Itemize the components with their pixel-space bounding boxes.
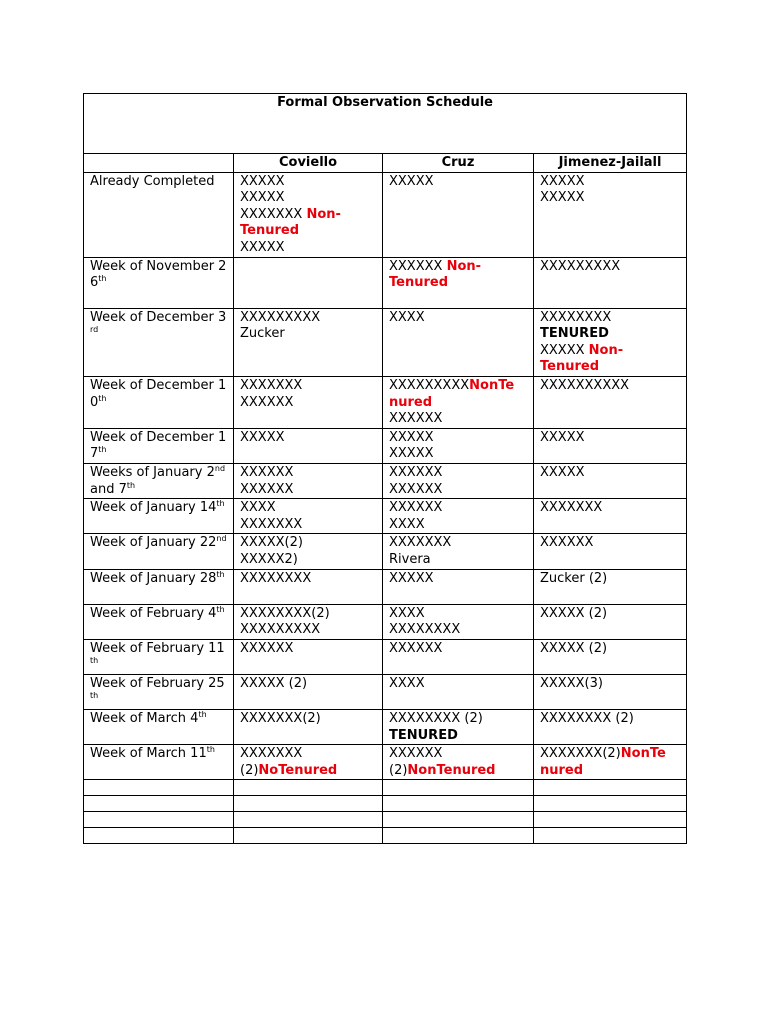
cell-line (540, 326, 680, 343)
empty-row (84, 796, 687, 812)
entry-text: XXXXXX (540, 535, 594, 551)
entry-text: XXXXX (540, 173, 585, 189)
entry-text: XXXXXXX (240, 377, 303, 393)
entry-text: XXXX (389, 516, 425, 532)
ordinal-suffix: th (216, 499, 225, 509)
entry-text: XXXXXXX (240, 516, 303, 532)
cell-line (389, 310, 527, 327)
ordinal-suffix: th (198, 710, 207, 720)
empty-cell (383, 796, 534, 812)
cell-coviello (234, 604, 383, 639)
cell-line (389, 174, 527, 191)
cell-jimenez-jailall (534, 710, 687, 745)
entry-text: XXXXXX (389, 640, 443, 656)
schedule-row (84, 639, 687, 674)
cell-line (240, 207, 376, 224)
tenure-status-note: NonTenured (407, 762, 496, 778)
entry-text: Already Completed (90, 173, 215, 189)
tenure-status-note: NoTenured (258, 762, 338, 778)
cell-line (240, 517, 376, 534)
empty-cell (534, 828, 687, 844)
cell-line (389, 411, 527, 428)
week-label (84, 569, 234, 604)
entry-text: Week of March 4 (90, 711, 199, 727)
tenure-status-note: NonTe (620, 746, 666, 762)
cell-cruz (383, 463, 534, 498)
cell-coviello (234, 172, 383, 257)
cell-line (240, 465, 376, 482)
cell-line (389, 430, 527, 447)
entry-text: XXXXXXX (540, 500, 603, 516)
empty-cell (383, 828, 534, 844)
entry-text: Weeks of January 2 (90, 464, 215, 480)
entry-text: XXXXX (240, 190, 285, 206)
entry-text: XXXXXXX (389, 535, 452, 551)
ordinal-suffix: th (90, 656, 99, 666)
schedule-body (84, 94, 687, 844)
cell-jimenez-jailall (534, 639, 687, 674)
schedule-row (84, 745, 687, 780)
cell-jimenez-jailall (534, 604, 687, 639)
cell-line (389, 641, 527, 658)
entry-text: XXXXXXX (240, 746, 303, 762)
cell-line (540, 763, 680, 780)
empty-cell (534, 780, 687, 796)
empty-cell (84, 796, 234, 812)
entry-text: XXXX (240, 500, 276, 516)
ordinal-suffix: th (90, 691, 99, 701)
ordinal-suffix: rd (90, 325, 99, 335)
header-jimenez-jailall: Jimenez-Jailall (534, 154, 687, 173)
empty-cell (234, 812, 383, 828)
week-label (84, 172, 234, 257)
week-label (84, 604, 234, 639)
cell-jimenez-jailall (534, 428, 687, 463)
empty-cell (234, 796, 383, 812)
schedule-row (84, 308, 687, 376)
entry-text: XXXX (389, 675, 425, 691)
empty-cell (84, 812, 234, 828)
entry-text: XXXXXX (389, 500, 443, 516)
entry-text: XXXXX (389, 429, 434, 445)
schedule-row (84, 172, 687, 257)
tenure-status-note: Tenured (389, 275, 449, 291)
ordinal-suffix: th (216, 604, 225, 614)
week-label (84, 428, 234, 463)
cell-line (389, 259, 527, 276)
entry-text: XXXXXXXX (2) (389, 711, 483, 727)
entry-text: XXXXXX (240, 394, 294, 410)
tenure-status-note: Non- (446, 258, 482, 274)
cell-cruz (383, 308, 534, 376)
schedule-row (84, 499, 687, 534)
entry-text: XXXXXXXX (240, 570, 312, 586)
cell-cruz (383, 745, 534, 780)
header-cruz: Cruz (383, 154, 534, 173)
cell-line (540, 676, 680, 693)
cell-cruz (383, 674, 534, 709)
cell-jimenez-jailall (534, 569, 687, 604)
cell-cruz (383, 534, 534, 569)
cell-line (540, 571, 680, 588)
cell-line (240, 378, 376, 395)
entry-text: XXXXXX (389, 258, 447, 274)
week-label (84, 639, 234, 674)
entry-text: XXXXXX (389, 411, 443, 427)
entry-text: XXXXXXX(2) (540, 746, 621, 762)
entry-text: XXXXXXXX (540, 309, 612, 325)
cell-line (389, 446, 527, 463)
entry-text: XXXXXX (240, 640, 294, 656)
cell-cruz (383, 639, 534, 674)
entry-text: Week of February 4 (90, 605, 217, 621)
empty-cell (84, 780, 234, 796)
entry-text: XXXXX (389, 570, 434, 586)
cell-line (389, 535, 527, 552)
entry-text: XXXXXX (389, 746, 443, 762)
cell-line (540, 174, 680, 191)
cell-line (389, 711, 527, 728)
cell-line (240, 326, 376, 343)
entry-text: XXXXX (540, 342, 589, 358)
cell-coviello (234, 710, 383, 745)
cell-line (389, 500, 527, 517)
entry-text: Week of January 14 (90, 500, 217, 516)
entry-text: XXXXXX (389, 464, 443, 480)
page-title: Formal Observation Schedule (84, 94, 687, 154)
entry-text: Week of November 26 (90, 258, 227, 291)
header-coviello: Coviello (234, 154, 383, 173)
entry-text: XXXXXXXXX (240, 622, 321, 638)
schedule-row (84, 674, 687, 709)
cell-line (389, 395, 527, 412)
entry-text: XXXXX2) (240, 551, 298, 567)
entry-text: XXXXX (2) (540, 605, 608, 621)
cell-coviello (234, 428, 383, 463)
week-label (84, 308, 234, 376)
week-label (84, 463, 234, 498)
cell-cruz (383, 172, 534, 257)
empty-cell (84, 828, 234, 844)
entry-text: (2) (240, 762, 259, 778)
empty-cell (234, 828, 383, 844)
cell-line (389, 606, 527, 623)
cell-line (240, 552, 376, 569)
schedule-row (84, 604, 687, 639)
week-label (84, 499, 234, 534)
entry-text: XXXXX (2) (540, 640, 608, 656)
empty-cell (383, 780, 534, 796)
empty-row (84, 780, 687, 796)
schedule-row (84, 376, 687, 428)
cell-line (540, 259, 680, 276)
week-label (84, 745, 234, 780)
entry-text: XXXXX (389, 446, 434, 462)
cell-line (540, 310, 680, 327)
entry-text: XXXXX (540, 429, 585, 445)
cell-line (389, 763, 527, 780)
tenure-status-note: Non- (306, 206, 341, 222)
cell-line (540, 190, 680, 207)
empty-cell (234, 780, 383, 796)
cell-jimenez-jailall (534, 257, 687, 308)
entry-text: and 7 (90, 481, 127, 497)
entry-text: Week of February 25 (90, 675, 225, 691)
cell-line (389, 378, 527, 395)
cell-line (389, 552, 527, 569)
cell-jimenez-jailall (534, 376, 687, 428)
cell-line (540, 378, 680, 395)
cell-coviello (234, 639, 383, 674)
tenure-status-note: Non- (588, 342, 624, 358)
schedule-row (84, 710, 687, 745)
entry-text: XXXXX (240, 173, 285, 189)
entry-text: Zucker (2) (540, 570, 608, 586)
entry-text: XXXXX (240, 239, 285, 255)
cell-line (240, 763, 376, 780)
cell-line (240, 430, 376, 447)
schedule-row (84, 569, 687, 604)
title-row (84, 94, 687, 154)
cell-line (540, 711, 680, 728)
entry-text: XXXXXXXXX (389, 377, 470, 393)
cell-cruz (383, 257, 534, 308)
entry-text: Week of February 11 (90, 640, 225, 656)
entry-text: XXXXXXXX (389, 622, 461, 638)
cell-jimenez-jailall (534, 745, 687, 780)
cell-line (540, 500, 680, 517)
entry-text: XXXXX(3) (540, 675, 603, 691)
cell-jimenez-jailall (534, 463, 687, 498)
week-label (84, 710, 234, 745)
entry-text: Zucker (240, 326, 285, 342)
cell-coviello (234, 499, 383, 534)
cell-line (540, 465, 680, 482)
empty-cell (534, 796, 687, 812)
cell-cruz (383, 569, 534, 604)
cell-line (540, 606, 680, 623)
header-row (84, 154, 687, 173)
entry-text: XXXXXXXXX (240, 309, 321, 325)
cell-line (240, 395, 376, 412)
cell-jimenez-jailall (534, 534, 687, 569)
schedule-row (84, 534, 687, 569)
ordinal-suffix: th (98, 445, 107, 455)
entry-text: XXXXX (540, 464, 585, 480)
cell-line (240, 641, 376, 658)
entry-text: XXXXXXXXX (540, 258, 621, 274)
cell-line (540, 430, 680, 447)
entry-text: XXXXX (2) (240, 675, 308, 691)
cell-line (389, 622, 527, 639)
ordinal-suffix: th (98, 274, 107, 284)
cell-line (389, 517, 527, 534)
cell-jimenez-jailall (534, 674, 687, 709)
entry-text: XXXXXXX(2) (240, 711, 321, 727)
cell-line (240, 310, 376, 327)
tenure-status-note: Tenured (540, 359, 600, 375)
cell-line (389, 728, 527, 745)
cell-line (240, 676, 376, 693)
cell-jimenez-jailall (534, 172, 687, 257)
week-label (84, 534, 234, 569)
cell-coviello (234, 674, 383, 709)
entry-text: XXXX (389, 605, 425, 621)
entry-text: Rivera (389, 551, 431, 567)
cell-line (240, 223, 376, 240)
entry-text: Week of March 11 (90, 746, 207, 762)
tenure-status-note: NonTe (469, 377, 515, 393)
schedule-row (84, 257, 687, 308)
cell-jimenez-jailall (534, 308, 687, 376)
cell-line (389, 275, 527, 292)
entry-text: XXXXXXXXXX (540, 377, 630, 393)
cell-line (540, 343, 680, 360)
entry-text: XXXXX(2) (240, 535, 303, 551)
tenure-status-note: nured (540, 762, 584, 778)
ordinal-suffix: nd (214, 463, 226, 473)
cell-coviello (234, 745, 383, 780)
entry-text: XXXXXXXX (2) (540, 711, 634, 727)
cell-line (240, 571, 376, 588)
schedule-row (84, 428, 687, 463)
empty-row (84, 828, 687, 844)
ordinal-suffix: th (206, 745, 215, 755)
entry-text: XXXXXXXX(2) (240, 605, 330, 621)
cell-line (240, 535, 376, 552)
cell-line (240, 622, 376, 639)
empty-cell (383, 812, 534, 828)
tenure-status-note: Tenured (240, 223, 300, 239)
entry-text: XXXXXX (389, 481, 443, 497)
cell-coviello (234, 257, 383, 308)
cell-line (389, 482, 527, 499)
ordinal-suffix: th (98, 393, 107, 403)
entry-text: Week of December 3 (90, 309, 227, 325)
tenure-status-note: TENURED (389, 727, 458, 743)
entry-text: (2) (389, 762, 408, 778)
entry-text: Week of December 10 (90, 377, 227, 410)
cell-line (540, 746, 680, 763)
observation-schedule-table (83, 93, 687, 844)
cell-line (240, 482, 376, 499)
week-label (84, 376, 234, 428)
entry-text: Week of January 22 (90, 535, 217, 551)
cell-line (389, 465, 527, 482)
cell-coviello (234, 569, 383, 604)
entry-text: XXXXXX (240, 464, 294, 480)
cell-cruz (383, 499, 534, 534)
cell-line (540, 359, 680, 376)
tenure-status-note: TENURED (540, 326, 609, 342)
cell-line (540, 641, 680, 658)
cell-line (240, 500, 376, 517)
cell-cruz (383, 428, 534, 463)
ordinal-suffix: nd (216, 534, 227, 544)
cell-cruz (383, 710, 534, 745)
entry-text: XXXX (389, 309, 425, 325)
cell-coviello (234, 376, 383, 428)
cell-line (389, 746, 527, 763)
cell-coviello (234, 534, 383, 569)
ordinal-suffix: th (126, 480, 136, 490)
header-week-blank (84, 154, 234, 173)
cell-line (240, 746, 376, 763)
cell-line (389, 571, 527, 588)
entry-text: XXXXX (540, 190, 585, 206)
entry-text: XXXXX (240, 429, 285, 445)
cell-line (389, 676, 527, 693)
cell-line (240, 174, 376, 191)
cell-cruz (383, 604, 534, 639)
entry-text: Week of December 17 (90, 429, 227, 462)
week-label (84, 674, 234, 709)
cell-line (240, 711, 376, 728)
empty-cell (534, 812, 687, 828)
empty-row (84, 812, 687, 828)
cell-line (240, 606, 376, 623)
entry-text: XXXXXX (240, 481, 294, 497)
entry-text: XXXXXXX (240, 206, 307, 222)
cell-line (540, 535, 680, 552)
schedule-row (84, 463, 687, 498)
cell-coviello (234, 308, 383, 376)
cell-jimenez-jailall (534, 499, 687, 534)
cell-cruz (383, 376, 534, 428)
cell-line (240, 190, 376, 207)
cell-coviello (234, 463, 383, 498)
entry-text: Week of January 28 (90, 570, 217, 586)
entry-text: XXXXX (389, 173, 434, 189)
tenure-status-note: nured (389, 394, 433, 410)
ordinal-suffix: th (216, 569, 225, 579)
week-label (84, 257, 234, 308)
cell-line (240, 240, 376, 257)
